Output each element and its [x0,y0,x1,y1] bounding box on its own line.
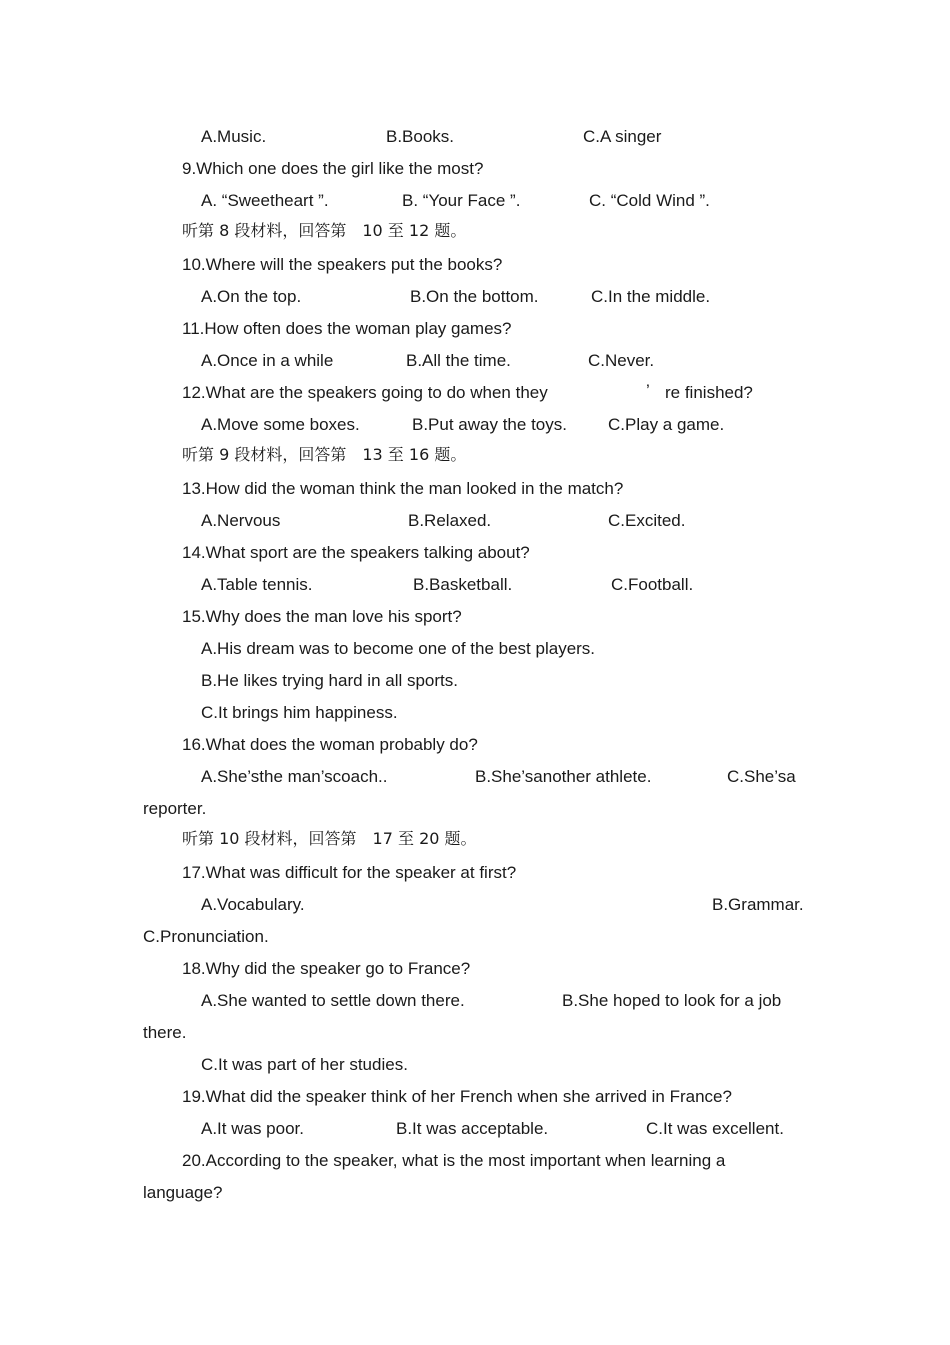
q8-option-b: B.Books. [386,127,455,146]
q19-question: 19.What did the speaker think of her French when she arrived in France? [182,1087,732,1106]
q12-option-b: B.Put away the toys. [412,415,567,434]
q15-option-a: A.His dream was to become one of the best players. [201,639,596,658]
q9-option-c: C. “Cold Wind ”. [589,191,710,210]
q16-option-c: C.She’sa [727,767,796,786]
q16-option-b: B.She’sanother athlete. [475,767,652,786]
q12-question-part1: 12.What are the speakers going to do when they [182,383,548,402]
q14-option-a: A.Table tennis. [201,575,313,594]
q10-option-a: A.On the top. [201,287,302,306]
q12-option-a: A.Move some boxes. [201,415,360,434]
q12-question-part2: re finished? [665,383,753,402]
q18-option-c: C.It was part of her studies. [201,1055,408,1074]
q9-question: 9.Which one does the girl like the most? [182,159,484,178]
q20-question-line1: 20.According to the speaker, what is the most important when learning a [182,1151,726,1170]
q14-option-c: C.Football. [611,575,694,594]
q8-option-c: C.A singer [583,127,662,146]
q16-option-a: A.She’sthe man’scoach.. [201,767,388,786]
q15-option-c: C.It brings him happiness. [201,703,398,722]
q18-option-b-continued: there. [143,1023,187,1042]
q13-question: 13.How did the woman think the man looked in the match? [182,479,624,498]
section-10-heading: 听第 10 段材料，回答第 17 至 20 题。 [182,829,477,848]
section-8-heading: 听第 8 段材料，回答第 10 至 12 题。 [182,221,467,240]
q12-option-c: C.Play a game. [608,415,725,434]
q16-option-c-continued: reporter. [143,799,207,818]
q13-option-b: B.Relaxed. [408,511,492,530]
q19-option-a: A.It was poor. [201,1119,304,1138]
q11-option-c: C.Never. [588,351,655,370]
q15-question: 15.Why does the man love his sport? [182,607,462,626]
q11-question: 11.How often does the woman play games? [182,319,512,338]
q18-question: 18.Why did the speaker go to France? [182,959,471,978]
q10-option-b: B.On the bottom. [410,287,539,306]
q17-question: 17.What was difficult for the speaker at first? [182,863,517,882]
q10-option-c: C.In the middle. [591,287,711,306]
q19-option-c: C.It was excellent. [646,1119,784,1138]
q11-option-a: A.Once in a while [201,351,334,370]
q20-question-line2: language? [143,1183,223,1202]
section-9-heading: 听第 9 段材料，回答第 13 至 16 题。 [182,445,467,464]
q9-option-a: A. “Sweetheart ”. [201,191,329,210]
q19-option-b: B.It was acceptable. [396,1119,549,1138]
q14-option-b: B.Basketball. [413,575,513,594]
q18-option-b: B.She hoped to look for a job [562,991,782,1010]
q8-option-a: A.Music. [201,127,267,146]
q18-option-a: A.She wanted to settle down there. [201,991,465,1010]
q9-option-b: B. “Your Face ”. [402,191,521,210]
q10-question: 10.Where will the speakers put the books? [182,255,503,274]
q17-option-b: B.Grammar. [712,895,804,914]
q14-question: 14.What sport are the speakers talking about? [182,543,530,562]
q13-option-c: C.Excited. [608,511,686,530]
q17-option-a: A.Vocabulary. [201,895,305,914]
q15-option-b: B.He likes trying hard in all sports. [201,671,458,690]
q17-option-c: C.Pronunciation. [143,927,269,946]
q12-question-apostrophe: ’ [646,381,650,400]
q13-option-a: A.Nervous [201,511,281,530]
q11-option-b: B.All the time. [406,351,511,370]
q16-question: 16.What does the woman probably do? [182,735,478,754]
